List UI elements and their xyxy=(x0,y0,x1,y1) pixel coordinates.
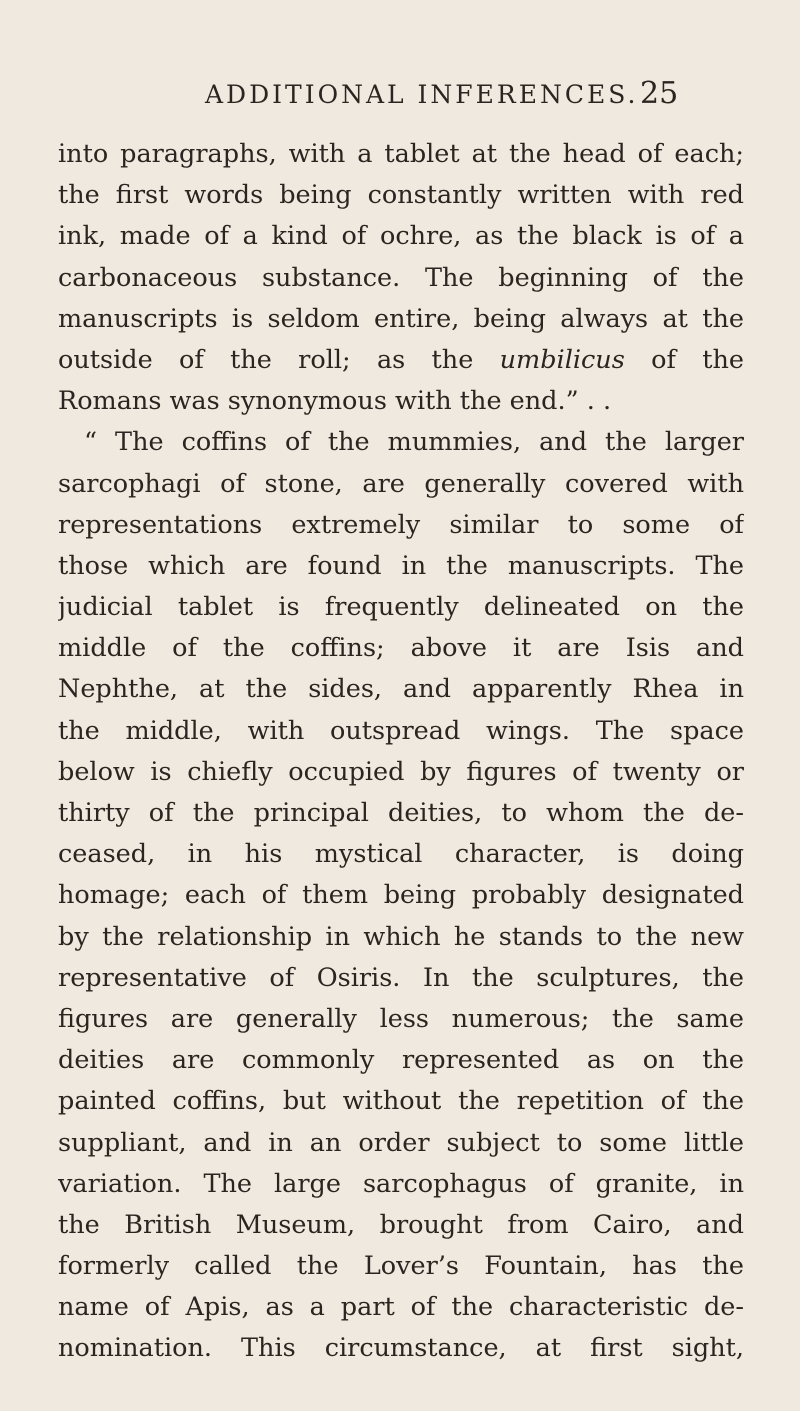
text-line: homage; each of them being probably designated xyxy=(58,880,744,911)
text-line: manuscripts is seldom entire, being always at the xyxy=(58,303,744,334)
text-line: representations extremely similar to some of xyxy=(58,509,744,540)
text-line: nomination. This circumstance, at first sight, xyxy=(58,1333,744,1364)
text-line: below is chiefly occupied by figures of twenty or xyxy=(58,756,744,787)
running-head xyxy=(0,76,800,120)
body-text xyxy=(58,134,744,1370)
text-line xyxy=(58,340,744,381)
text-line: the British Museum, brought from Cairo, and xyxy=(58,1209,744,1240)
text-line: Nephthe, at the sides, and apparently Rhea in xyxy=(58,674,744,705)
text-line: painted coffins, but without the repetition of the xyxy=(58,1086,744,1117)
text-line: name of Apis, as a part of the characteristic de- xyxy=(58,1292,744,1323)
text-line: variation. The large sarcophagus of granite, in xyxy=(58,1168,744,1199)
text-line: judicial tablet is frequently delineated on the xyxy=(58,592,744,623)
text-segment: of the xyxy=(624,344,744,375)
text-line: by the relationship in which he stands to the new xyxy=(58,921,744,952)
text-line: formerly called the Lover’s Fountain, has the xyxy=(58,1251,744,1282)
page-number: 25 xyxy=(640,76,679,111)
text-line: deities are commonly represented as on the xyxy=(58,1045,744,1076)
text-segment: outside of the roll; as the xyxy=(58,344,500,375)
italic-term: umbilicus xyxy=(499,344,625,375)
text-line: carbonaceous substance. The beginning of the xyxy=(58,262,744,293)
running-title: ADDITIONAL INFERENCES. xyxy=(205,80,639,109)
text-line: representative of Osiris. In the sculptures, the xyxy=(58,962,744,993)
text-line: those which are found in the manuscripts. The xyxy=(58,550,744,581)
text-line: middle of the coffins; above it are Isis and xyxy=(58,633,744,664)
text-line: ceased, in his mystical character, is doing xyxy=(58,839,744,870)
text-line: Romans was synonymous with the end.” . . xyxy=(58,386,612,417)
text-line: the middle, with outspread wings. The space xyxy=(58,715,744,746)
text-line: into paragraphs, with a tablet at the head of each; xyxy=(58,139,744,169)
text-line: thirty of the principal deities, to whom the de- xyxy=(58,798,744,828)
text-line: the first words being constantly written with red xyxy=(58,180,744,211)
text-line: ink, made of a kind of ochre, as the black is of a xyxy=(58,221,744,252)
text-line: sarcophagi of stone, are generally covered with xyxy=(58,468,744,499)
text-line: “ The coffins of the mummies, and the larger xyxy=(84,427,744,458)
text-line: suppliant, and in an order subject to some little xyxy=(58,1127,744,1158)
text-line: figures are generally less numerous; the same xyxy=(58,1003,744,1034)
